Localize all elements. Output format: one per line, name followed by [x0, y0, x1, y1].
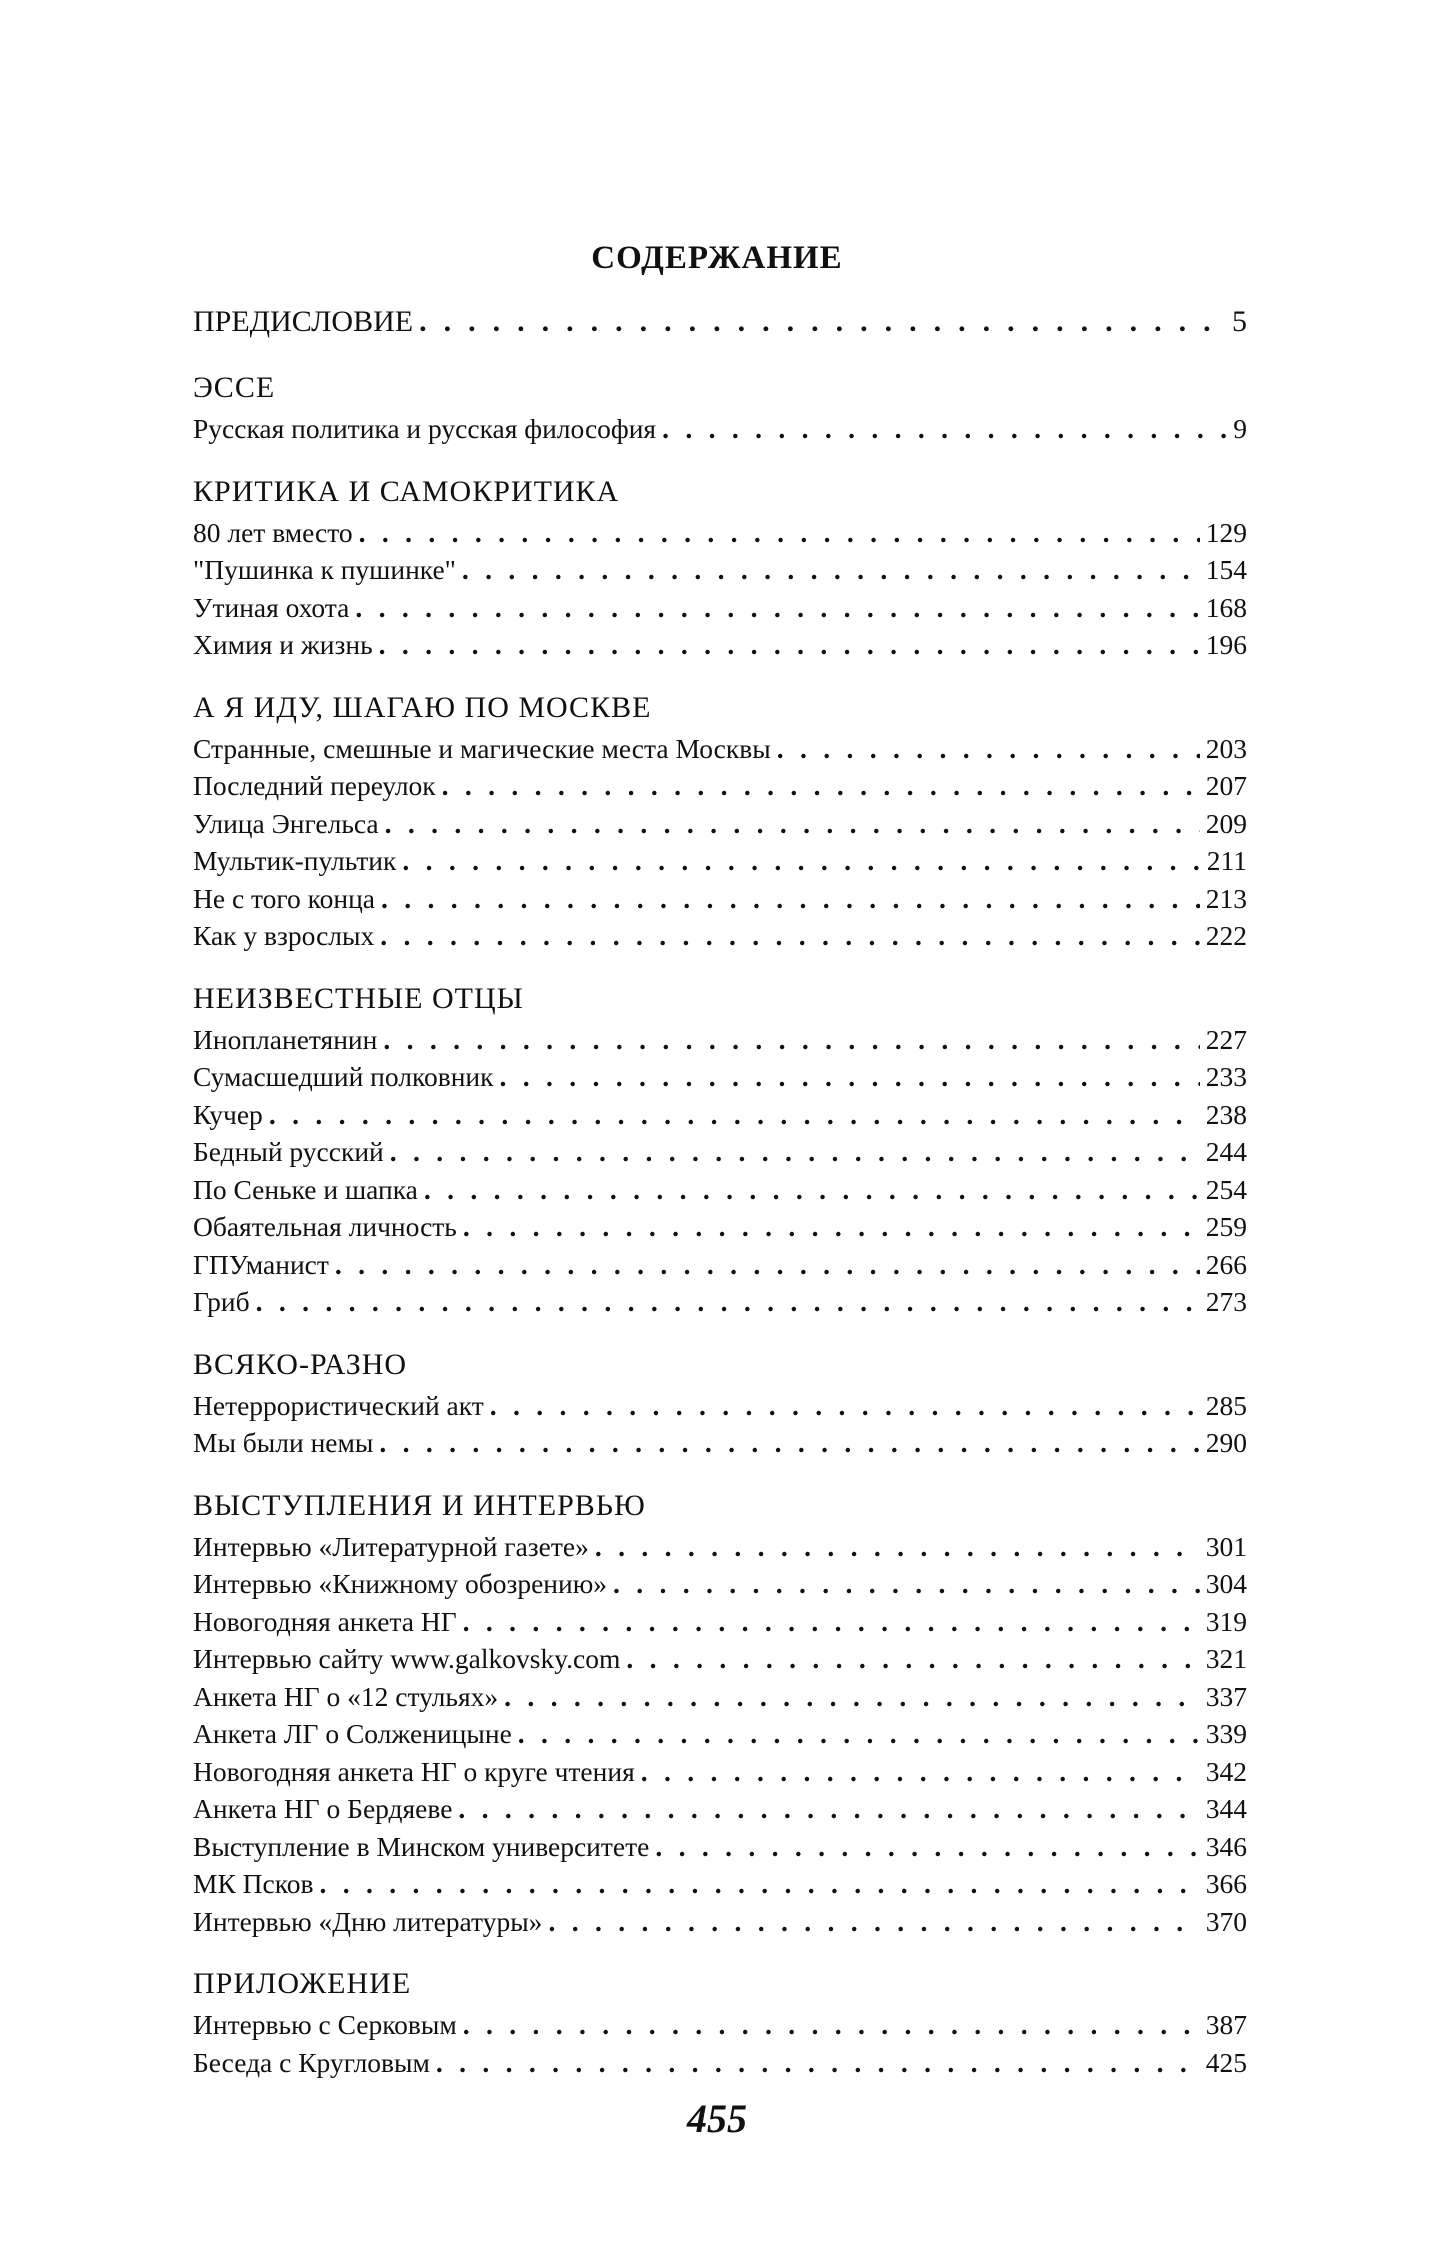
toc-entry — [193, 2006, 1247, 2044]
toc-section-heading: КРИТИКА И САМОКРИТИКА — [193, 474, 620, 508]
page-number: 455 — [687, 2096, 747, 2141]
toc-entry-label: Интервью «Дню литературы» — [193, 1905, 543, 1937]
toc-entry — [193, 1790, 1247, 1828]
toc-entry-label: Утиная охота — [193, 591, 350, 623]
leader-dots — [662, 410, 1227, 448]
leader-dots — [359, 514, 1200, 552]
toc-entry-page: 425 — [1205, 2046, 1247, 2078]
toc-sections — [193, 366, 1247, 2081]
leader-dots — [381, 880, 1200, 918]
toc-entry — [193, 1387, 1247, 1425]
toc-entry-label: Странные, смешные и магические места Москвы — [193, 732, 771, 764]
toc-entry — [193, 1715, 1247, 1753]
leader-dots — [463, 2006, 1200, 2044]
toc-entry — [193, 1753, 1247, 1791]
toc-section — [193, 470, 1247, 664]
toc-entry-page: 213 — [1205, 882, 1247, 914]
toc-entry — [193, 626, 1247, 664]
toc-entry-page: 266 — [1205, 1248, 1247, 1280]
toc-entry-page: 244 — [1205, 1136, 1247, 1167]
toc-entry-page: 370 — [1205, 1905, 1247, 1937]
toc-section — [193, 1484, 1247, 1941]
leader-dots — [462, 551, 1200, 589]
toc-entry-page: 273 — [1205, 1286, 1247, 1317]
leader-dots — [256, 1283, 1200, 1321]
leader-dots — [419, 300, 1226, 344]
toc-entry-label: Кучер — [193, 1098, 263, 1130]
toc-entry-page: 321 — [1205, 1643, 1247, 1674]
leader-dots — [355, 589, 1199, 627]
toc-section — [193, 366, 1247, 448]
toc-entry-label: ПРЕДИСЛОВИЕ — [193, 305, 414, 338]
toc-entry-label: Беседа с Кругловым — [193, 2046, 430, 2078]
toc-section-heading: ЭССЕ — [193, 371, 276, 404]
toc-entry-label: Как у взрослых — [193, 920, 375, 951]
toc-entry-label: Интервью «Книжному обозрению» — [193, 1568, 608, 1599]
toc-entry-page: 227 — [1205, 1023, 1247, 1055]
toc-entry-label: Интервью сайту www.galkovsky.com — [193, 1643, 621, 1674]
toc-entry-label: МК Псков — [193, 1868, 314, 1899]
toc-entry-label: Гриб — [193, 1286, 250, 1317]
toc-entry-label: По Сеньке и шапка — [193, 1173, 418, 1205]
toc-entry-page: 366 — [1205, 1868, 1247, 1899]
toc-entry — [193, 767, 1247, 805]
leader-dots — [626, 1640, 1199, 1678]
leader-dots — [548, 1903, 1199, 1941]
toc-entry — [193, 1528, 1247, 1566]
leader-dots — [442, 767, 1200, 805]
toc-entry — [193, 1828, 1247, 1866]
toc-entry — [193, 730, 1247, 768]
toc-entry-page: 196 — [1205, 629, 1247, 660]
leader-dots — [490, 1387, 1200, 1425]
toc-entry — [193, 2044, 1247, 2082]
toc-entry — [193, 1283, 1247, 1321]
toc-entry-label: Интервью «Литературной газете» — [193, 1530, 589, 1562]
leader-dots — [463, 1603, 1200, 1641]
toc-entry-label: Новогодняя анкета НГ — [193, 1605, 457, 1637]
leader-dots — [613, 1565, 1200, 1603]
toc-entry-label: Сумасшедший полковник — [193, 1061, 494, 1092]
toc-entry — [193, 410, 1247, 448]
toc-entry-label: Бедный русский — [193, 1136, 384, 1167]
toc-entry-page: 319 — [1205, 1605, 1247, 1637]
toc-entry-preface — [193, 300, 1247, 344]
leader-dots — [380, 917, 1200, 955]
leader-dots — [385, 805, 1200, 843]
toc-entry-page: 209 — [1205, 807, 1247, 839]
toc-entry-page: 154 — [1205, 554, 1247, 585]
toc-section — [193, 1962, 1247, 2081]
toc-entry — [193, 842, 1247, 880]
toc-entry-label: Анкета ЛГ о Солженицыне — [193, 1718, 512, 1749]
toc-entry-label: Не с того конца — [193, 882, 375, 914]
toc-entry-page: 290 — [1205, 1427, 1247, 1458]
toc-section — [193, 686, 1247, 955]
leader-dots — [458, 1790, 1199, 1828]
toc-entry-page: 259 — [1205, 1211, 1247, 1242]
leader-dots — [777, 730, 1200, 768]
table-of-contents — [193, 300, 1247, 2103]
toc-entry — [193, 1208, 1247, 1246]
toc-entry — [193, 1603, 1247, 1641]
toc-entry-page: 304 — [1205, 1568, 1247, 1599]
toc-entry-label: "Пушинка к пушинке" — [193, 554, 456, 585]
leader-dots — [269, 1096, 1200, 1134]
toc-entry-label: Русская политика и русская философия — [193, 413, 657, 444]
leader-dots — [390, 1133, 1200, 1171]
toc-entry-page: 233 — [1205, 1061, 1247, 1092]
toc-section-heading: ВСЯКО-РАЗНО — [193, 1347, 408, 1381]
toc-entry — [193, 1096, 1247, 1134]
toc-entry-label: Мы были немы — [193, 1427, 374, 1458]
toc-entry-label: Анкета НГ о Бердяеве — [193, 1793, 453, 1824]
page-title: СОДЕРЖАНИЕ — [591, 240, 843, 276]
leader-dots — [518, 1715, 1200, 1753]
toc-entry — [193, 1424, 1247, 1462]
toc-entry — [193, 805, 1247, 843]
toc-entry-page: 5 — [1232, 305, 1247, 338]
toc-entry-page: 346 — [1205, 1830, 1247, 1862]
toc-entry-label: Интервью с Серковым — [193, 2009, 457, 2040]
toc-entry-page: 337 — [1205, 1680, 1247, 1712]
toc-entry-page: 168 — [1205, 591, 1247, 623]
leader-dots — [500, 1058, 1200, 1096]
toc-entry-page: 222 — [1205, 920, 1247, 951]
toc-entry-label: Обаятельная личность — [193, 1211, 457, 1242]
toc-entry — [193, 1133, 1247, 1171]
toc-entry-label: Улица Энгельса — [193, 807, 379, 839]
toc-section-preface — [193, 300, 1247, 344]
toc-entry-page: 254 — [1205, 1173, 1247, 1205]
toc-entry — [193, 1640, 1247, 1678]
toc-entry-page: 342 — [1205, 1755, 1247, 1787]
toc-entry-label: Химия и жизнь — [193, 629, 373, 660]
toc-entry — [193, 1246, 1247, 1284]
toc-entry — [193, 1903, 1247, 1941]
toc-section-heading: НЕИЗВЕСТНЫЕ ОТЦЫ — [193, 981, 524, 1015]
leader-dots — [379, 626, 1200, 664]
leader-dots — [463, 1208, 1200, 1246]
toc-entry — [193, 551, 1247, 589]
toc-entry-page: 207 — [1205, 770, 1247, 801]
toc-entry — [193, 1865, 1247, 1903]
toc-entry-page: 203 — [1205, 732, 1247, 764]
toc-entry-label: Нетеррористический акт — [193, 1389, 484, 1421]
toc-section — [193, 1343, 1247, 1462]
leader-dots — [436, 2044, 1200, 2082]
toc-entry-page: 339 — [1205, 1718, 1247, 1749]
toc-entry — [193, 1058, 1247, 1096]
toc-entry-label: ГПУманист — [193, 1248, 329, 1280]
leader-dots — [595, 1528, 1200, 1566]
toc-entry-page: 211 — [1206, 845, 1247, 876]
toc-entry-page: 9 — [1233, 413, 1247, 444]
toc-entry — [193, 1678, 1247, 1716]
toc-entry-page: 301 — [1205, 1530, 1247, 1562]
toc-entry-page: 387 — [1205, 2009, 1247, 2040]
toc-entry — [193, 1171, 1247, 1209]
toc-section-heading: ПРИЛОЖЕНИЕ — [193, 1967, 412, 2000]
toc-entry — [193, 514, 1247, 552]
toc-section-heading: ВЫСТУПЛЕНИЯ И ИНТЕРВЬЮ — [193, 1488, 646, 1522]
toc-entry-page: 238 — [1205, 1098, 1247, 1130]
toc-entry — [193, 589, 1247, 627]
toc-entry — [193, 880, 1247, 918]
toc-entry-label: Инопланетянин — [193, 1023, 378, 1055]
toc-entry-page: 129 — [1205, 516, 1247, 548]
toc-entry-page: 285 — [1205, 1389, 1247, 1421]
leader-dots — [424, 1171, 1200, 1209]
leader-dots — [335, 1246, 1200, 1284]
toc-entry-label: 80 лет вместо — [193, 516, 353, 548]
toc-entry — [193, 1565, 1247, 1603]
toc-entry-label: Выступление в Минском университете — [193, 1830, 650, 1862]
toc-section-heading: А Я ИДУ, ШАГАЮ ПО МОСКВЕ — [193, 690, 652, 724]
toc-entry-label: Мультик-пультик — [193, 845, 397, 876]
toc-entry-label: Анкета НГ о «12 стульях» — [193, 1680, 499, 1712]
toc-entry — [193, 917, 1247, 955]
toc-entry-label: Последний переулок — [193, 770, 436, 801]
toc-section — [193, 977, 1247, 1321]
leader-dots — [383, 1021, 1199, 1059]
leader-dots — [641, 1753, 1200, 1791]
toc-entry — [193, 1021, 1247, 1059]
toc-entry-label: Новогодняя анкета НГ о круге чтения — [193, 1755, 635, 1787]
leader-dots — [402, 842, 1200, 880]
toc-entry-page: 344 — [1205, 1793, 1247, 1824]
leader-dots — [504, 1678, 1200, 1716]
leader-dots — [319, 1865, 1199, 1903]
leader-dots — [655, 1828, 1199, 1866]
leader-dots — [379, 1424, 1199, 1462]
